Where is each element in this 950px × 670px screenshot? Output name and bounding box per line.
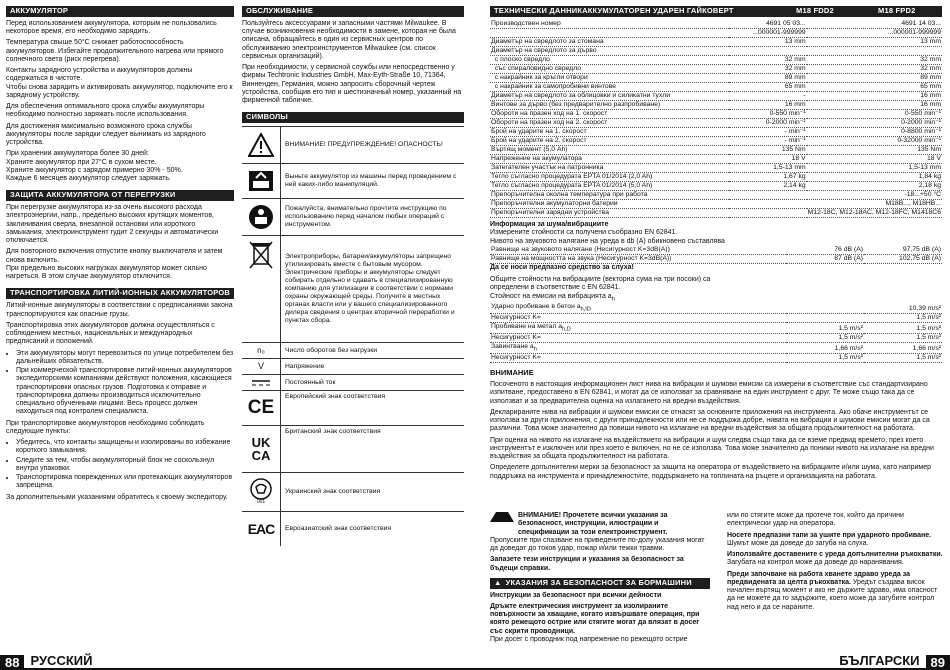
table-row <box>490 46 942 55</box>
symbol-desc: Евроазиатский знак соответствия <box>285 525 392 533</box>
safety-subheading: Инструкции за безопасност при всички дейности <box>490 591 662 599</box>
warning-triangle-icon: ▲ <box>494 577 502 587</box>
noise-warning: Да се носи предпазно средство за слуха! <box>490 263 634 271</box>
safety-column-left <box>490 512 710 647</box>
safety-column-right <box>727 512 943 615</box>
table-row <box>490 146 942 155</box>
warning-p2: Запазете тези инструкции и указания за безопасност за бъдещи справки. <box>490 556 684 572</box>
table-row <box>490 91 942 100</box>
transport-heading: ТРАНСПОРТИРОВКА ЛИТИЙ-ИОННЫХ АККУМУЛЯТОРОВ <box>6 288 234 299</box>
crossed-bin-icon <box>242 236 281 342</box>
battery-p5: Для обеспечения оптимального срока службы аккумуляторы необходимо полностью заряжать после использования. <box>6 103 205 119</box>
symbol-desc: Постоянный ток <box>285 378 336 386</box>
value-model-2: 0-2000 min⁻¹ <box>807 119 942 128</box>
table-row <box>490 64 942 73</box>
symbol-desc: Выньте аккумулятор из машины перед проведением с ней каких-либо манипуляций. <box>285 173 457 189</box>
eac-mark-icon: EAC <box>242 512 281 546</box>
row-label: Затегателен участък на патронника <box>490 164 729 173</box>
value-model-2: 1,5 m/s² <box>864 314 942 323</box>
value-model-2: 1,66 m/s² <box>864 343 942 354</box>
table-row <box>490 200 942 209</box>
symbol-row-ukca <box>242 426 464 473</box>
value-model-1: 2,14 kg <box>729 182 807 191</box>
attention-p3: При оценка на нивото на излагане на въздействието на вибрации и шум следва също така да се вземе предвид времето, през което инструментът е изключен или през което е включен, но не се използва. Това може значително да понижи нивото на излагане на вредни въздействия за общата продължителност на работата. <box>490 436 934 461</box>
table-row <box>490 209 942 218</box>
table-row <box>490 254 942 263</box>
transport-p2: Транспортировка этих аккумуляторов должна осуществляться с соблюдением местных, национальных и международных предписаний и положений. <box>6 321 215 346</box>
value-model-1: 0-550 min⁻¹ <box>729 110 807 119</box>
value-model-2: 0-550 min⁻¹ <box>807 110 942 119</box>
value-model-2: 0-32000 min⁻¹ <box>807 137 942 146</box>
symbols-heading: СИМВОЛЫ <box>242 112 464 123</box>
col4-p2-block <box>727 532 943 549</box>
table-row <box>490 334 942 343</box>
model-2-label: M18 FPD2 <box>878 6 916 15</box>
spec-table <box>490 20 942 218</box>
table-row <box>490 128 942 137</box>
table-row <box>490 191 942 200</box>
battery-p8: Храните аккумулятор при 27°C в сухом месте. <box>6 158 157 166</box>
value-model-2: ...000001-999999 <box>807 28 942 37</box>
no-load-speed-icon: n₀ <box>242 343 281 358</box>
row-label: Тегло съгласно процедурата EPTA 01/2014 (2,0 Ah) <box>490 173 729 182</box>
col4-p4b: Уредът създава висок начален въртящ момент и ако не държите здраво, има опасност да не можете да го задържите, което може да загубите контрол над него и да се нараните. <box>727 578 938 611</box>
table-row <box>490 20 942 29</box>
value-model-1: 1,67 kg <box>729 173 807 182</box>
spec-section <box>490 6 942 484</box>
table-row <box>490 110 942 119</box>
service-p2: При необходимости, у сервисной службы или непосредственно у фирмы Techtronic Industries GmbH, Max-Eyth-Straße 10, 71364, Винненден, Германия, можно запросить сборочный чертеж устройства, сообщив его тип и шестизначный номер, указанный на фирменной табличке. <box>242 64 462 105</box>
ukraine-mark-icon <box>242 473 281 511</box>
overload-p2: Для повторного включения отпустите кнопку выключателя и затем снова включить. <box>6 248 223 264</box>
symbol-desc: ВНИМАНИЕ! ПРЕДУПРЕЖДЕНИЕ! ОПАСНОСТЬ! <box>285 141 443 149</box>
row-label: Винтове за дърво (без предварително разпробиване) <box>490 100 729 109</box>
warning-box <box>490 512 710 537</box>
table-row <box>490 354 942 363</box>
spec-heading <box>490 6 942 17</box>
row-label: Брой на ударите на 1. скорост <box>490 128 729 137</box>
list-item: • При коммерческой транспортировке литий-ионных аккумуляторов экспедиторскими компаниями действуют положения, касающиеся транспортировки опасных грузов. Подготовка к отправке и транспортировка должны производиться исключительно специально обученными лицами. Весь процесс должен находиться под контролем специалиста. <box>16 367 234 417</box>
value-model-2: 0-8800 min⁻¹ <box>807 128 942 137</box>
value-model-2: 10,39 m/s² <box>864 303 942 314</box>
symbol-desc: Число оборотов без нагрузки <box>285 346 378 354</box>
list-item: • Убедитесь, что контакты защищены и изолированы во избежание короткого замыкания. <box>16 439 234 456</box>
overload-p1: При перегрузке аккумулятора из-за очень высокого расхода электроэнергии, напр., предельно высоких крутящих моментов, заклинивания сверла, внезапной остановки или короткого замыкания, электроинструмент гудит 2 секунды и автоматически отключается. <box>6 204 219 245</box>
ce-mark-icon: CE <box>242 391 281 425</box>
table-row <box>490 173 942 182</box>
symbol-row-ce <box>242 391 464 426</box>
battery-p3: Контакты зарядного устройства и аккумуляторов должны содержаться в чистоте. <box>6 67 193 83</box>
col4-p2b: Шумът може да доведе до загуба на слуха. <box>727 539 869 547</box>
col4-p3: Използвайте доставените с уреда допълнителни ръкохватки. <box>727 551 943 558</box>
value-model-2: 32 mm <box>807 64 942 73</box>
value-model-1: 13 mm <box>729 37 807 46</box>
vib-p1: Общите стойности на вибрациите (векторна сума на три посоки) са определени в съответствие с EN 62841. <box>490 276 711 292</box>
table-row <box>490 314 942 323</box>
battery-p6: Для достижения максимально возможного срока службы аккумуляторы после зарядки следует вынимать из зарядного устройства. <box>6 122 206 147</box>
row-label: Препоръчителна околна температура при работа <box>490 191 729 200</box>
transport-p1: Литий-ионные аккумуляторы в соответствии с предписаниями закона транспортируются как опасные грузы. <box>6 302 233 318</box>
value-model-2: -18...+50 °C <box>807 191 942 200</box>
right-footer <box>476 655 950 670</box>
battery-p10: Каждые 6 месяцев аккумулятор следует заряжать. <box>6 175 171 183</box>
table-row <box>490 182 942 191</box>
value-model-2: 97,75 dB (A) <box>864 246 942 255</box>
noise-table <box>490 246 942 264</box>
attention-p4: Определете допълнителни мерки за безопасност за защита на оператора от въздействието на вибрациите и/или шума, като например поддръжка на инструмента и принадлежностите, поддържането на топлината на ръцете и организацията на работата. <box>490 464 932 480</box>
row-label: Обороти на празен ход на 1. скорост <box>490 110 729 119</box>
symbol-row-no-load-speed <box>242 343 464 359</box>
table-row <box>490 323 942 334</box>
vibration-table <box>490 303 942 363</box>
value-model-1 <box>786 303 864 314</box>
service-heading: ОБСЛУЖИВАНИЕ <box>242 6 464 17</box>
value-model-1: - <box>729 91 807 100</box>
ukca-mark-icon <box>242 426 281 472</box>
table-row <box>490 82 942 91</box>
battery-p9: Храните аккумулятор с зарядом примерно 30% - 50%. <box>6 166 183 174</box>
value-model-2: 13 mm <box>807 37 942 46</box>
transport-list-2 <box>6 439 234 491</box>
warning-icon <box>242 127 281 163</box>
value-model-1: 4691 05 03... <box>729 20 807 29</box>
attention-heading: ВНИМАНИЕ <box>490 368 534 378</box>
direct-current-icon <box>242 375 281 390</box>
row-label: Диаметър на свредлото за дърво <box>490 46 729 55</box>
row-label: Тегло съгласно процедурата EPTA 01/2014 (5,0 Ah) <box>490 182 729 191</box>
value-model-1 <box>729 46 807 55</box>
left-column-2 <box>242 6 464 546</box>
row-label: Равнище на звуковото налягане (Несигурност K=3dB(A)) <box>490 246 786 255</box>
col4-p4: Преди започване на работа хванете здраво уреда за предвидената за целта ръкохватка. <box>727 570 911 586</box>
value-model-2: 89 mm <box>807 73 942 82</box>
row-label: Диаметър на свредлото за облицовки и силикатни тухли <box>490 91 729 100</box>
ukca-line-1: UK <box>251 435 271 451</box>
row-label: Обороти на празен ход на 2. скорост <box>490 119 729 128</box>
safety-heading <box>490 578 710 589</box>
value-model-2: 102,75 dB (A) <box>864 254 942 263</box>
value-model-1 <box>786 314 864 323</box>
symbol-row-warning <box>242 127 464 164</box>
row-label: Несигурност K= <box>490 334 786 343</box>
table-row <box>490 73 942 82</box>
value-model-2: 4691 14 03... <box>807 20 942 29</box>
symbol-row-ua <box>242 473 464 512</box>
table-row <box>490 119 942 128</box>
noise-heading: Информация за шума/вибрациите <box>490 221 609 229</box>
symbol-desc: Украинский знак соответствия <box>285 488 381 496</box>
value-model-1: 1,5 m/s² <box>786 354 864 363</box>
value-model-1: 32 mm <box>729 64 807 73</box>
warning-triangle-icon <box>490 512 514 522</box>
battery-p2: Температура свыше 50°С снижает работоспособность аккумуляторов. Избегайте продолжительного нагрева или прямого солнечного света (риск перегрева). <box>6 39 224 63</box>
table-row <box>490 137 942 146</box>
ukca-line-2: CA <box>251 448 271 464</box>
value-model-1: ...000001-999999 <box>729 28 807 37</box>
value-model-1: 1,66 m/s² <box>786 343 864 354</box>
symbol-desc: Европейский знак соответствия <box>285 393 386 401</box>
value-model-2: 16 mm <box>807 100 942 109</box>
value-model-1: 65 mm <box>729 82 807 91</box>
value-model-1: 16 mm <box>729 100 807 109</box>
value-model-2: 135 Nm <box>807 146 942 155</box>
safety-heading-text: УКАЗАНИЯ ЗА БЕЗОПАСНОСТ ЗА БОРМАШИНИ <box>505 577 692 587</box>
list-item: • Эти аккумуляторы могут перевозиться по улице потребителем без дальнейших обязательств. <box>16 350 234 367</box>
list-item: • Следите за тем, чтобы аккумуляторный блок не соскользнул внутри упаковки. <box>16 457 234 474</box>
page-number-left: 88 <box>0 655 24 670</box>
table-row <box>490 155 942 164</box>
row-label: Брой на ударите на 2. скорост <box>490 137 729 146</box>
service-p1: Пользуйтесь аксессуарами и запасными частями Milwaukee. В случае возникновения необходимости в замене, которая не была описана, обращайтесь в один из сервисных центров по обслуживанию электроинструментов Milwaukee (см. список сервисных организаций). <box>242 19 456 60</box>
row-label: със спираловидно свредло <box>490 64 729 73</box>
transport-p3: При транспортировке аккумуляторов необходимо соблюдать следующие пункты: <box>6 419 205 435</box>
row-label: Ударно пробиване в бетон $a_{h,ID}$ <box>490 303 786 314</box>
left-column-1 <box>6 6 234 505</box>
value-model-1 <box>729 200 807 209</box>
row-label: Въртящ момент (5,0 Ah) <box>490 146 729 155</box>
value-model-2: M12-18C, M12-18AC, M12-18FC, M1418C6 <box>807 209 941 217</box>
col4-p3b: Загубата на контрол може да доведе до наранявания. <box>727 559 904 567</box>
row-label: Несигурност K= <box>490 354 786 363</box>
row-label: Завинтване $a_h$ <box>490 343 786 354</box>
row-label: с накрайник за кръгли отвори <box>490 73 729 82</box>
table-row <box>490 343 942 354</box>
value-model-1: 1,5 m/s² <box>786 334 864 343</box>
table-row <box>490 246 942 255</box>
value-model-1: 32 mm <box>729 55 807 64</box>
row-label: Пробиване на метал $a_{h,D}$ <box>490 323 786 334</box>
read-manual-icon <box>242 199 281 235</box>
language-label-left: РУССКИЙ <box>24 653 476 670</box>
symbols-table <box>242 126 464 546</box>
attention-p2: Декларираните нива на вибрации и шумови емисии се отнасят за основните приложения на инструмента. Ако обаче инструментът се използва за други приложения, с други принадлежности или не се поддържа добре, нивата на вибрации и шумови емисии могат да са различни. Това може значително да повиши нивото на излагане на вредни въздействия за общата продължителност на работата. <box>490 408 930 433</box>
vib-p2: Стойност на емисии на вибрацията $a_h$ <box>490 292 615 303</box>
value-model-1: 1,5-13 mm <box>729 164 807 173</box>
row-label: Несигурност K= <box>490 314 786 323</box>
symbol-row-read-manual <box>242 199 464 236</box>
overload-heading: ЗАЩИТА АККУМУЛЯТОРА ОТ ПЕРЕГРУЗКИ <box>6 190 234 201</box>
symbol-row-dc <box>242 375 464 391</box>
row-label: с накрайник за самопробивни винтове <box>490 82 729 91</box>
warning-p1: Пропуските при спазване на приведените по-долу указания могат да доведат до токов удар, пожар и/или тежки травми. <box>490 536 705 552</box>
attention-p1: Посоченото в настоящия информационен лист нива на вибрации и шумови емисии са измерени в съответствие със стандартизирано изпитване, предоставено в EN 62841, и могат да се използват за сравняване на един инструмент с друг. Те може също така да се използват и за предварителна оценка на излагането на вредни въздействия. <box>490 381 928 405</box>
table-row <box>490 37 942 46</box>
value-model-2 <box>807 46 942 55</box>
table-row <box>490 164 942 173</box>
remove-battery-icon <box>242 164 281 198</box>
left-footer <box>0 655 476 670</box>
list-item: • Транспортировка поврежденных или протекающих аккумуляторов запрещена. <box>16 474 234 491</box>
value-model-1: 87 dB (A) <box>786 254 864 263</box>
value-model-2: 65 mm <box>807 82 942 91</box>
noise-p1: Измерените стойности са получени съобразно EN 62841. <box>490 229 678 237</box>
value-model-1: 135 Nm <box>729 146 807 155</box>
table-row <box>490 100 942 109</box>
value-model-1 <box>729 191 807 200</box>
row-label: Препоръчителни зарядни устройства <box>490 209 729 218</box>
voltage-icon: V <box>242 359 281 374</box>
value-model-2: 1,5 m/s² <box>864 323 942 334</box>
symbol-row-remove-battery <box>242 164 464 199</box>
col4-p2: Носете предпазни тапи за ушите при ударното пробиване. <box>727 531 932 539</box>
table-row <box>490 303 942 314</box>
value-model-1: - min⁻¹ <box>729 128 807 137</box>
row-label: Препоръчителни акумулаторни батерии <box>490 200 729 209</box>
noise-p2: Нивото на звуковото налягане на уреда в db (A) обикновено съставлява <box>490 237 725 245</box>
value-model-2: 18 V <box>807 155 942 164</box>
symbol-row-eac <box>242 512 464 546</box>
value-model-1: 0-2000 min⁻¹ <box>729 119 807 128</box>
row-label: Равнище на мощността на звука (Несигурност K=3dB(A)) <box>490 254 786 263</box>
value-model-1: 89 mm <box>729 73 807 82</box>
row-label: Диаметър на свредлото за стомана <box>490 37 729 46</box>
warning-title: ВНИМАНИЕ! Прочетете всички указания за безопасност, инструкции, илюстрации и спецификации за този електроинструмент. <box>518 512 668 536</box>
row-label: Напрежение на акумулатора <box>490 155 729 164</box>
safety-p2: При досег с проводник под напрежение по режещото острие <box>490 635 688 643</box>
value-model-2: 1,5 m/s² <box>864 334 942 343</box>
value-model-2: 16 mm <box>807 91 942 100</box>
battery-p1: Перед использованием аккумулятора, которым не пользовались некоторое время, его необходимо зарядить. <box>6 19 217 36</box>
value-model-2: 2,18 kg <box>807 182 942 191</box>
model-1-label: M18 FDD2 <box>796 6 834 15</box>
symbol-desc: Электроприборы, батареи/аккумуляторы запрещено утилизировать вместе с бытовым мусором. Электрические приборы и аккумуляторы следует собирать отдельно и сдавать в специализированную компанию для утилизации в соответствии с нормами охраны окружающей среды. Получите в местных органах власти или у вашего специализированного дилера сведения о центрах вторичной переработки и пунктах сбора. <box>285 253 455 325</box>
page-number-right: 89 <box>926 655 950 670</box>
value-model-1: - min⁻¹ <box>729 137 807 146</box>
value-model-2: 32 mm <box>807 55 942 64</box>
row-label: Производствен номер <box>490 20 729 29</box>
col4-p3-block <box>727 551 943 568</box>
table-row <box>490 28 942 37</box>
battery-p4: Чтобы снова зарядить и активировать аккумулятор, подключите его к зарядному устройству. <box>6 83 233 99</box>
value-model-2: 1,5 m/s² <box>864 354 942 363</box>
row-label <box>490 28 729 37</box>
overload-p3: При предельно высоких нагрузках аккумулятор может сильно нагреться. В этом случае аккумулятор отключится. <box>6 264 207 281</box>
symbol-desc: Британский знак соответствия <box>285 428 381 436</box>
ukraine-mark-code: 001 <box>256 499 266 506</box>
symbol-desc: Напряжение <box>285 362 325 370</box>
transport-list-1 <box>6 350 234 417</box>
table-row <box>490 55 942 64</box>
transport-p4: За дополнительными указаниями обратитесь к своему экспедитору. <box>6 493 228 501</box>
symbol-desc: Пожалуйста, внимательно прочтите инструкцию по использованию перед началом любых операций с инструментом. <box>285 205 447 229</box>
value-model-1: 1,5 m/s² <box>786 323 864 334</box>
battery-heading: АККУМУЛЯТОР <box>6 6 234 17</box>
battery-p7: При хранении аккумулятора более 30 дней: <box>6 150 149 158</box>
col4-p1: или по стягите може да протече ток, който да причини електрически удар на оператора. <box>727 512 904 528</box>
value-model-1 <box>729 209 807 218</box>
value-model-2: 1,5-13 mm <box>807 164 942 173</box>
row-label: с плоско свредло <box>490 55 729 64</box>
vib-p2-text: Стойност на емисии на вибрацията a <box>490 292 612 300</box>
language-label-right: БЪЛГАРСКИ <box>476 653 926 670</box>
value-model-1: 76 dB (A) <box>786 246 864 255</box>
value-model-2: 1,84 kg <box>807 173 942 182</box>
symbol-row-disposal <box>242 236 464 343</box>
safety-p1: Дръжте електрическия инструмент за изолираните повърхности за хващане, когато извършвате операция, при която режещото острие или стягите могат да влязат в досег със скрити проводници. <box>490 602 700 635</box>
value-model-1: 18 V <box>729 155 807 164</box>
col4-p4-block <box>727 571 943 612</box>
spec-title: ТЕХНИЧЕСКИ ДАННИКАККУМУЛАТОРЕН УДАРЕН ГАЙКОВЕРТ <box>494 6 734 15</box>
value-model-2: M18B..., M18HB... <box>807 200 942 209</box>
symbol-row-voltage <box>242 359 464 375</box>
